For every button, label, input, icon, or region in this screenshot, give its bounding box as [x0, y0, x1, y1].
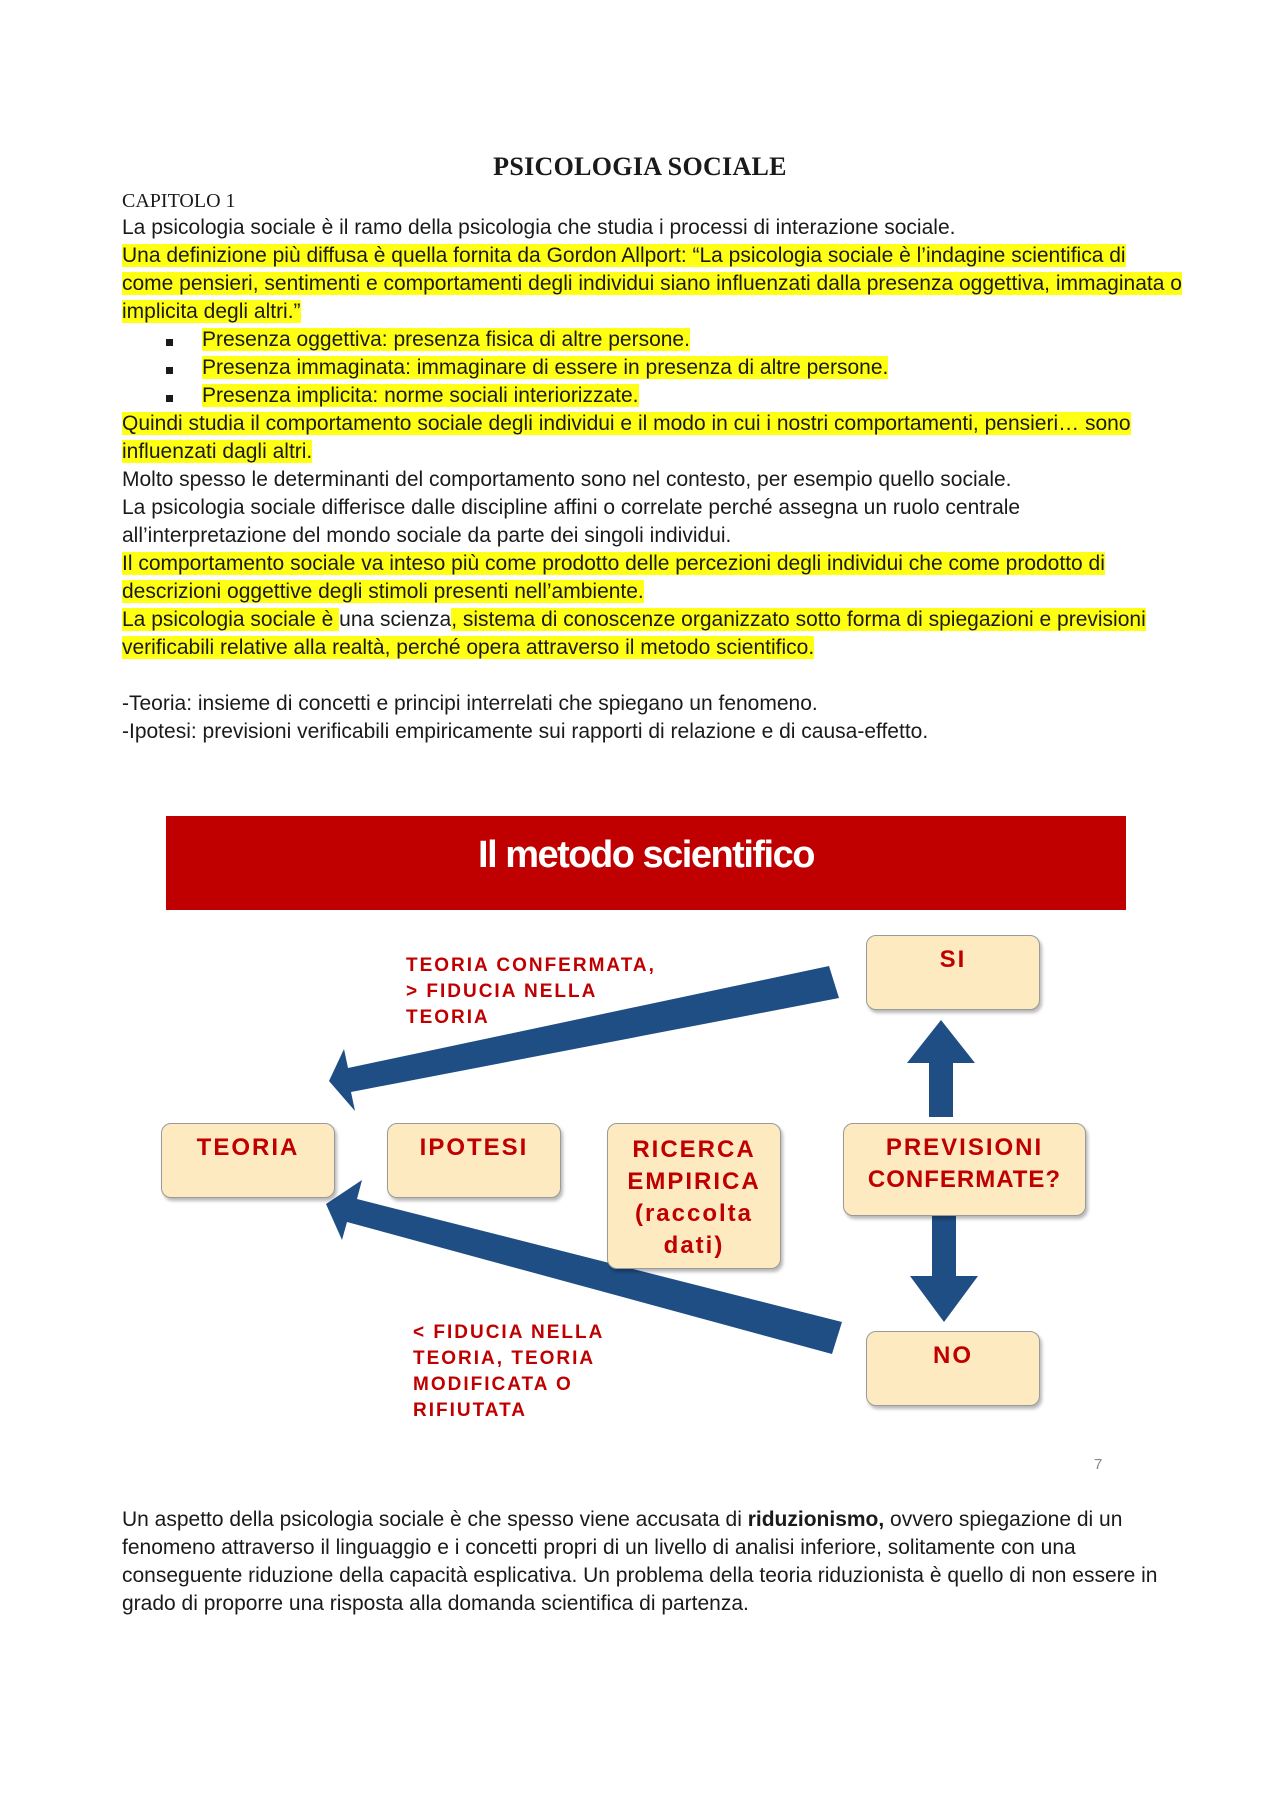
slide-page-number: 7	[1094, 1456, 1103, 1473]
arrow-up-icon	[907, 1020, 975, 1117]
paragraph-differisce: La psicologia sociale differisce dalle discipline affini o correlate perché assegna un ruolo centrale all’interpretazione del mondo sociale da parte dei singoli individui.	[122, 496, 1021, 547]
highlight: Il comportamento sociale va inteso più come prodotto delle percezioni degli individui che come prodotto di descrizioni oggettive degli stimoli presenti nell’ambiente.	[122, 552, 1105, 603]
text-span: Un aspetto della psicologia sociale è che spesso viene accusata di	[122, 1508, 748, 1531]
box-no	[866, 1331, 1040, 1406]
highlight: Presenza immaginata: immaginare di essere in presenza di altre persone.	[202, 356, 889, 379]
highlight: Presenza oggettiva: presenza fisica di altre persone.	[202, 328, 690, 351]
paragraph-determinanti: Molto spesso le determinanti del comportamento sono nel contesto, per esempio quello sociale.	[122, 468, 1012, 491]
highlight: Presenza implicita: norme sociali interiorizzate.	[202, 384, 639, 407]
box-teoria	[161, 1123, 335, 1198]
highlight: La psicologia sociale è	[122, 608, 340, 631]
page-title: PSICOLOGIA SOCIALE	[493, 152, 787, 181]
chapter-heading: CAPITOLO 1	[122, 190, 236, 212]
box-ricerca-empirica	[607, 1123, 781, 1269]
box-label: TEORIA	[196, 1134, 300, 1161]
paragraph-riduzionismo	[122, 1506, 1182, 1618]
box-label: SI	[939, 946, 967, 973]
box-label: EMPIRICA	[627, 1168, 761, 1195]
paragraph-intro: La psicologia sociale è il ramo della psicologia che studia i processi di interazione sociale.	[122, 216, 956, 239]
highlight: , sistema di conoscenze organizzato sotto forma di spiegazioni e previsioni verificabili relative alla realtà, perché opera attraverso il metodo scientifico.	[122, 608, 1146, 659]
box-label: (raccolta	[634, 1200, 754, 1227]
box-label: IPOTESI	[419, 1134, 529, 1161]
arrow-down-icon	[910, 1212, 978, 1322]
text-span: ovvero spiegazione di un fenomeno attraverso il linguaggio e i concetti propri di un livello di analisi inferiore, solitamente con una conseguente riduzione della capacità esplicativa. Un problema della teoria riduzionista è quello di non essere in grado di proporre una risposta alla domanda scientifica di partenza.	[122, 1508, 1158, 1615]
box-label: NO	[933, 1342, 973, 1369]
box-si	[866, 935, 1040, 1010]
highlight: Quindi studia il comportamento sociale degli individui e il modo in cui i nostri comportamenti, pensieri… sono influenzati dagli altri.	[122, 412, 1131, 463]
box-ipotesi	[387, 1123, 561, 1198]
plain-span: una scienza	[339, 608, 452, 631]
definition-teoria: -Teoria: insieme di concetti e principi interrelati che spiegano un fenomeno.	[122, 692, 818, 715]
bold-term: riduzionismo,	[747, 1508, 885, 1531]
definition-ipotesi: -Ipotesi: previsioni verificabili empiricamente sui rapporti di relazione e di causa-effetto.	[122, 720, 929, 743]
box-label: PREVISIONI	[885, 1134, 1044, 1161]
slide-title: Il metodo scientifico	[478, 834, 814, 876]
box-previsioni-confermate	[843, 1123, 1086, 1216]
highlight: Una definizione più diffusa è quella fornita da Gordon Allport: “La psicologia sociale è l’indagine scientifica di come pensieri, sentimenti e comportamenti degli individui siano influenzati dalla presenza oggettiva, immaginata o implicita degli altri.”	[122, 244, 1182, 323]
box-label: dati)	[663, 1232, 725, 1259]
box-label: RICERCA	[632, 1136, 756, 1163]
label-theory-confirmed: TEORIA CONFERMATA, > FIDUCIA NELLA TEORIA	[406, 955, 656, 1028]
label-theory-modified: < FIDUCIA NELLA TEORIA, TEORIA MODIFICATA O RIFIUTATA	[413, 1322, 605, 1421]
box-label: CONFERMATE?	[867, 1166, 1062, 1193]
